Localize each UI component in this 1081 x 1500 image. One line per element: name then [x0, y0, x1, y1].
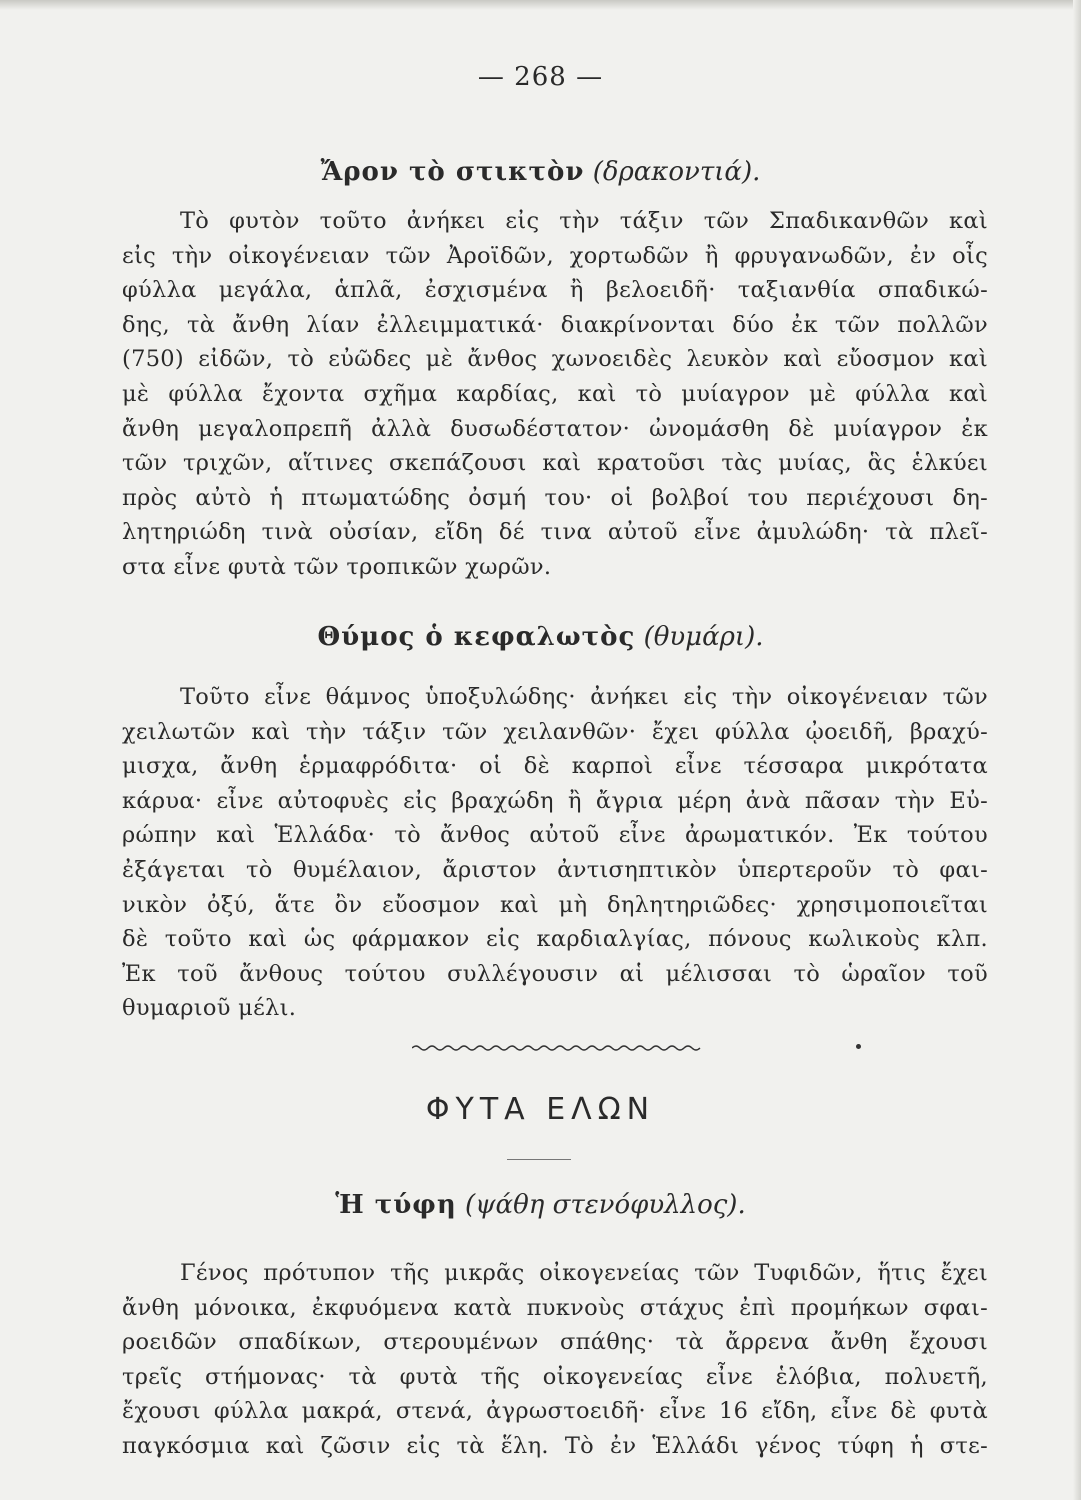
- heading-typhi-name: Ἡ τύφη: [335, 1190, 457, 1220]
- heading-thymos-name: Θύμος ὁ κεφαλωτὸς: [317, 622, 636, 652]
- text-line: θυμαριοῦ μέλι.: [122, 995, 297, 1022]
- text-line: δης, τὰ ἄνθη λίαν ἐλλειμματικά· διακρίνονται δύο ἐκ τῶν πολλῶν: [122, 311, 988, 338]
- text-line: Ἐκ τοῦ ἄνθους τούτου συλλέγουσιν αἱ μέλισσαι τὸ ὡραῖον τοῦ: [122, 960, 988, 987]
- text-line: ἄνθη μόνοικα, ἐκφυόμενα κατὰ πυκνοὺς στάχυς ἐπὶ προμήκων σφαι-: [122, 1294, 988, 1321]
- heading-thymos-common: (θυμάρι).: [643, 622, 764, 652]
- text-line: εἰς τὴν οἰκογένειαν τῶν Ἀροϊδῶν, χορτωδῶν ἢ φρυγανωδῶν, ἐν οἷς: [122, 242, 988, 269]
- text-line: μὲ φύλλα ἔχοντα σχῆμα καρδίας, καὶ τὸ μυίαγρον μὲ φύλλα καὶ: [122, 380, 988, 407]
- text-line: (750) εἰδῶν, τὸ εὐῶδες μὲ ἄνθος χωνοειδὲς λευκὸν καὶ εὔοσμον καὶ: [122, 346, 988, 373]
- paragraph-aron: [122, 204, 988, 585]
- text-line: Τοῦτο εἶνε θάμνος ὑποξυλώδης· ἀνήκει εἰς τὴν οἰκογένειαν τῶν: [180, 684, 988, 710]
- page-right-edge: [1073, 0, 1081, 1500]
- page-number: — 268 —: [477, 62, 604, 92]
- text-line: πρὸς αὐτὸ ἡ πτωματώδης ὀσμή του· οἱ βολβοί του περιέχουσι δη-: [122, 484, 988, 511]
- text-line: παγκόσμια καὶ ζῶσιν εἰς τὰ ἕλη. Τὸ ἐν Ἑλλάδι γένος τύφη ἡ στε-: [122, 1432, 988, 1459]
- text-line: ἔχουσι φύλλα μακρά, στενά, ἀγρωστοειδῆ· εἶνε 16 εἴδη, εἶνε δὲ φυτὰ: [122, 1398, 988, 1425]
- heading-aron-common: (δρακοντιά).: [592, 157, 761, 187]
- heading-typhi: [0, 1190, 1081, 1220]
- text-line: Τὸ φυτὸν τοῦτο ἀνήκει εἰς τὴν τάξιν τῶν Σπαδικανθῶν καὶ: [180, 208, 988, 234]
- text-line: χειλωτῶν καὶ τὴν τάξιν τῶν χειλανθῶν· ἔχει φύλλα ᾠοειδῆ, βραχύ-: [122, 718, 988, 745]
- text-line: ἐξάγεται τὸ θυμέλαιον, ἄριστον ἀντισηπτικὸν ὑπερτεροῦν τὸ φαι-: [122, 856, 988, 883]
- heading-typhi-common: (ψάθη στενόφυλλος).: [465, 1190, 746, 1220]
- heading-aron-name: Ἄρον τὸ στικτὸν: [320, 157, 585, 187]
- text-line: ρώπην καὶ Ἑλλάδα· τὸ ἄνθος αὐτοῦ εἶνε ἀρωματικόν. Ἐκ τούτου: [122, 822, 988, 849]
- paragraph-typhi: [122, 1256, 988, 1464]
- heading-thymos: [0, 622, 1081, 652]
- paragraph-thymos: [122, 680, 988, 1026]
- text-line: στα εἶνε φυτὰ τῶν τροπικῶν χωρῶν.: [122, 553, 552, 580]
- text-line: νικὸν ὀξύ, ἅτε ὂν εὔοσμον καὶ μὴ δηλητηριῶδες· χρησιμοποιεῖται: [122, 891, 988, 918]
- separator-dot: [856, 1044, 861, 1049]
- heading-aron: [0, 157, 1081, 187]
- text-line: τῶν τριχῶν, αἵτινες σκεπάζουσι καὶ κρατοῦσι τὰς μυίας, ἃς ἑλκύει: [122, 450, 988, 477]
- page-top-edge: [0, 0, 1081, 10]
- text-line: τρεῖς στήμονας· τὰ φυτὰ τῆς οἰκογενείας εἶνε ἑλόβια, πολυετῆ,: [122, 1363, 988, 1390]
- text-line: Γένος πρότυπον τῆς μικρᾶς οἰκογενείας τῶν Τυφιδῶν, ἥτις ἔχει: [180, 1260, 988, 1286]
- text-line: κάρυα· εἶνε αὐτοφυὲς εἰς βραχώδη ἢ ἄγρια μέρη ἀνὰ πᾶσαν τὴν Εὐ-: [122, 787, 988, 814]
- chapter-rule: [507, 1159, 571, 1160]
- text-line: ροειδῶν σπαδίκων, στερουμένων σπάθης· τὰ ἄρρενα ἄνθη ἔχουσι: [122, 1329, 988, 1356]
- text-line: ἄνθη μεγαλοπρεπῆ ἀλλὰ δυσωδέστατον· ὠνομάσθη δὲ μυίαγρον ἐκ: [122, 415, 988, 442]
- chapter-title: ΦΥΤΑ ΕΛΩΝ: [425, 1092, 656, 1127]
- text-line: δὲ τοῦτο καὶ ὡς φάρμακον εἰς καρδιαλγίας, πόνους κωλικοὺς κλπ.: [122, 926, 988, 953]
- text-line: λητηριώδη τινὰ οὐσίαν, εἴδη δέ τινα αὐτοῦ εἶνε ἀμυλώδη· τὰ πλεῖ-: [122, 519, 988, 546]
- text-line: φύλλα μεγάλα, ἁπλᾶ, ἐσχισμένα ἢ βελοειδῆ· ταξιανθία σπαδικώ-: [122, 277, 988, 304]
- wavy-separator: [412, 1043, 704, 1053]
- text-line: μισχα, ἄνθη ἑρμαφρόδιτα· οἱ δὲ καρποὶ εἶνε τέσσαρα μικρότατα: [122, 753, 988, 780]
